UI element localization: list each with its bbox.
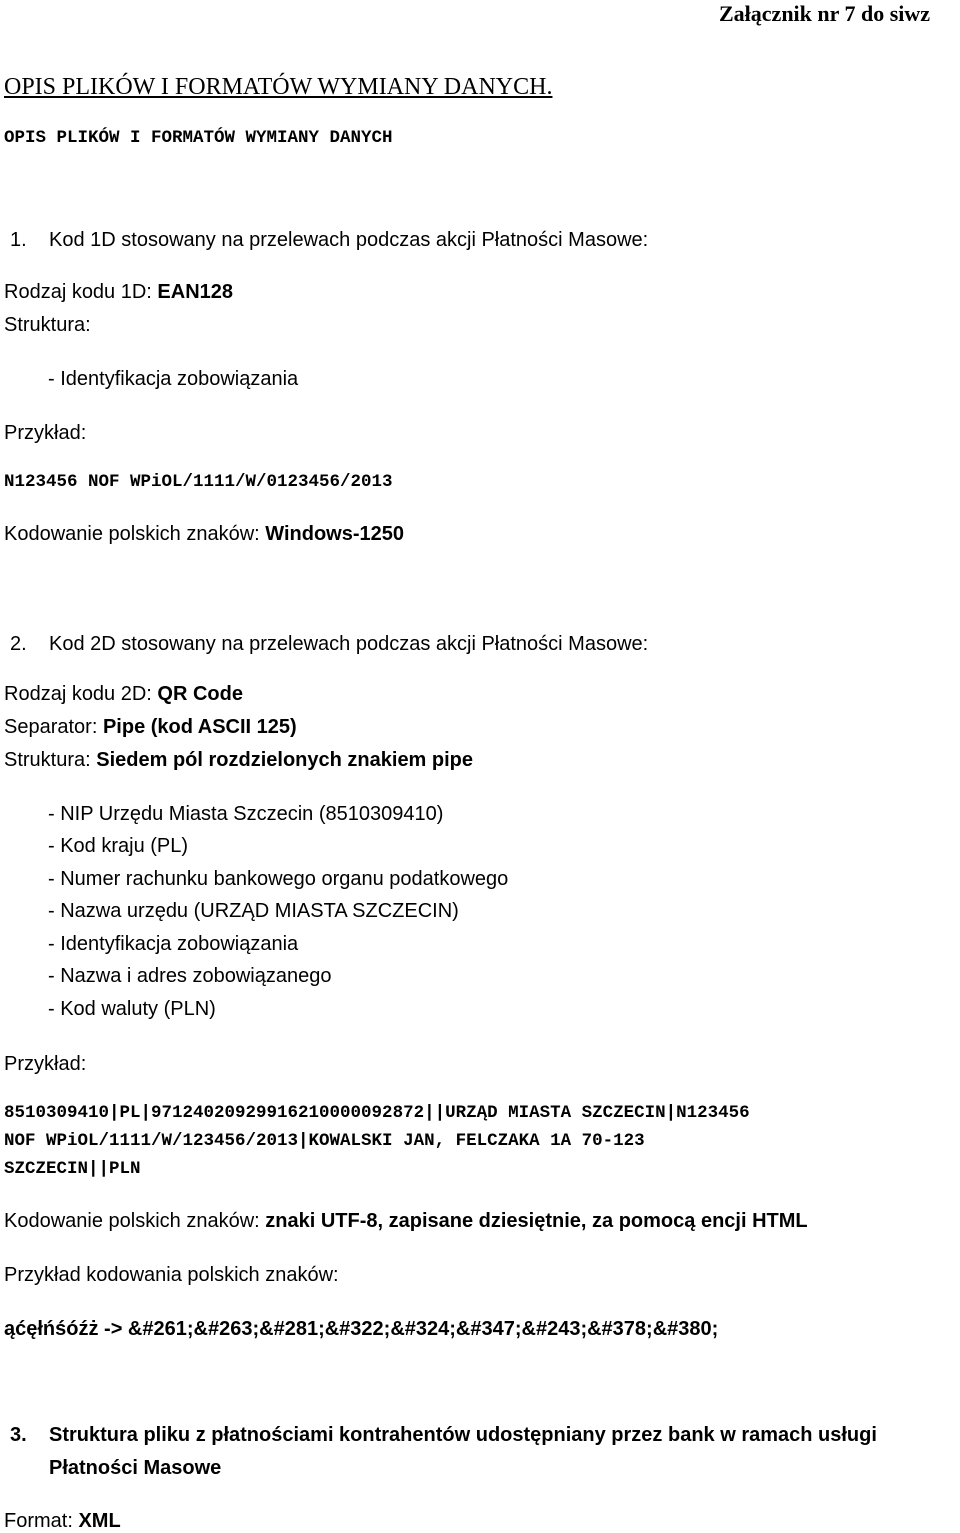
field-list-item: - Kod kraju (PL): [48, 835, 189, 857]
section-3-heading-cont: Płatności Masowe: [49, 1457, 222, 1479]
annex-label: Załącznik nr 7 do siwz: [719, 1, 931, 26]
page-subtitle: OPIS PLIKÓW I FORMATÓW WYMIANY DANYCH: [4, 128, 393, 148]
code-2d-example-label: Przykład:: [4, 1053, 87, 1075]
field-list-item: - Nazwa urzędu (URZĄD MIASTA SZCZECIN): [48, 900, 459, 922]
code-1d-encoding: [4, 522, 404, 546]
code-2d-encoding-value: znaki UTF-8, zapisane dziesiętnie, za pomocą encji HTML: [265, 1210, 808, 1232]
code-2d-structure-value: Siedem pól rozdzielonych znakiem pipe: [96, 749, 474, 771]
code-1d-type-value: EAN128: [157, 281, 234, 303]
code-2d-type-value: QR Code: [157, 683, 243, 705]
section-1-number: 1.: [10, 229, 27, 251]
code-1d-example-label: Przykład:: [4, 422, 87, 444]
code-2d-structure-label: Struktura:: [4, 749, 97, 771]
code-1d-structure-label: Struktura:: [4, 314, 91, 336]
field-list-item: - Identyfikacja zobowiązania: [48, 933, 299, 955]
code-2d-structure: [4, 748, 473, 772]
page-title: OPIS PLIKÓW I FORMATÓW WYMIANY DANYCH.: [4, 74, 553, 100]
code-2d-separator-value: Pipe (kod ASCII 125): [102, 716, 297, 738]
code-1d-structure-item: - Identyfikacja zobowiązania: [48, 368, 299, 390]
field-list-item: - Nazwa i adres zobowiązanego: [48, 965, 332, 987]
file-format-value: XML: [78, 1510, 121, 1532]
section-2-heading: Kod 2D stosowany na przelewach podczas akcji Płatności Masowe:: [49, 633, 649, 655]
section-3-number: 3.: [10, 1424, 27, 1446]
field-list-item: - NIP Urzędu Miasta Szczecin (8510309410): [48, 803, 444, 825]
code-2d-type-label: Rodzaj kodu 2D:: [4, 683, 158, 705]
code-2d-type: [4, 682, 243, 706]
section-3-heading: Struktura pliku z płatnościami kontrahentów udostępniany przez bank w ramach usługi: [49, 1424, 877, 1446]
file-format: [4, 1509, 121, 1533]
code-2d-separator-label: Separator:: [4, 716, 103, 738]
encoding-example: ąćęłńśóźż -> &#261;&#263;&#281;&#322;&#324;&#347;&#243;&#378;&#380;: [4, 1318, 719, 1340]
code-1d-type-label: Rodzaj kodu 1D:: [4, 281, 158, 303]
section-1-heading: Kod 1D stosowany na przelewach podczas akcji Płatności Masowe:: [49, 229, 649, 251]
file-format-label: Format:: [4, 1510, 79, 1532]
code-2d-encoding: [4, 1209, 808, 1233]
code-2d-encoding-label: Kodowanie polskich znaków:: [4, 1210, 266, 1232]
code-2d-separator: [4, 715, 297, 739]
field-list-item: - Kod waluty (PLN): [48, 998, 216, 1020]
code-1d-example: N123456 NOF WPiOL/1111/W/0123456/2013: [4, 472, 393, 492]
field-list-item: - Numer rachunku bankowego organu podatkowego: [48, 868, 509, 890]
code-2d-example-line: 8510309410|PL|97124020929916210000092872||URZĄD MIASTA SZCZECIN|N123456: [4, 1103, 750, 1123]
code-1d-encoding-label: Kodowanie polskich znaków:: [4, 523, 266, 545]
encoding-example-label: Przykład kodowania polskich znaków:: [4, 1264, 339, 1286]
section-2-number: 2.: [10, 633, 27, 655]
code-1d-encoding-value: Windows-1250: [265, 523, 405, 545]
code-2d-example-line: NOF WPiOL/1111/W/123456/2013|KOWALSKI JAN, FELCZAKA 1A 70-123: [4, 1131, 645, 1151]
code-2d-example-line: SZCZECIN||PLN: [4, 1159, 141, 1179]
code-1d-type: [4, 280, 233, 304]
